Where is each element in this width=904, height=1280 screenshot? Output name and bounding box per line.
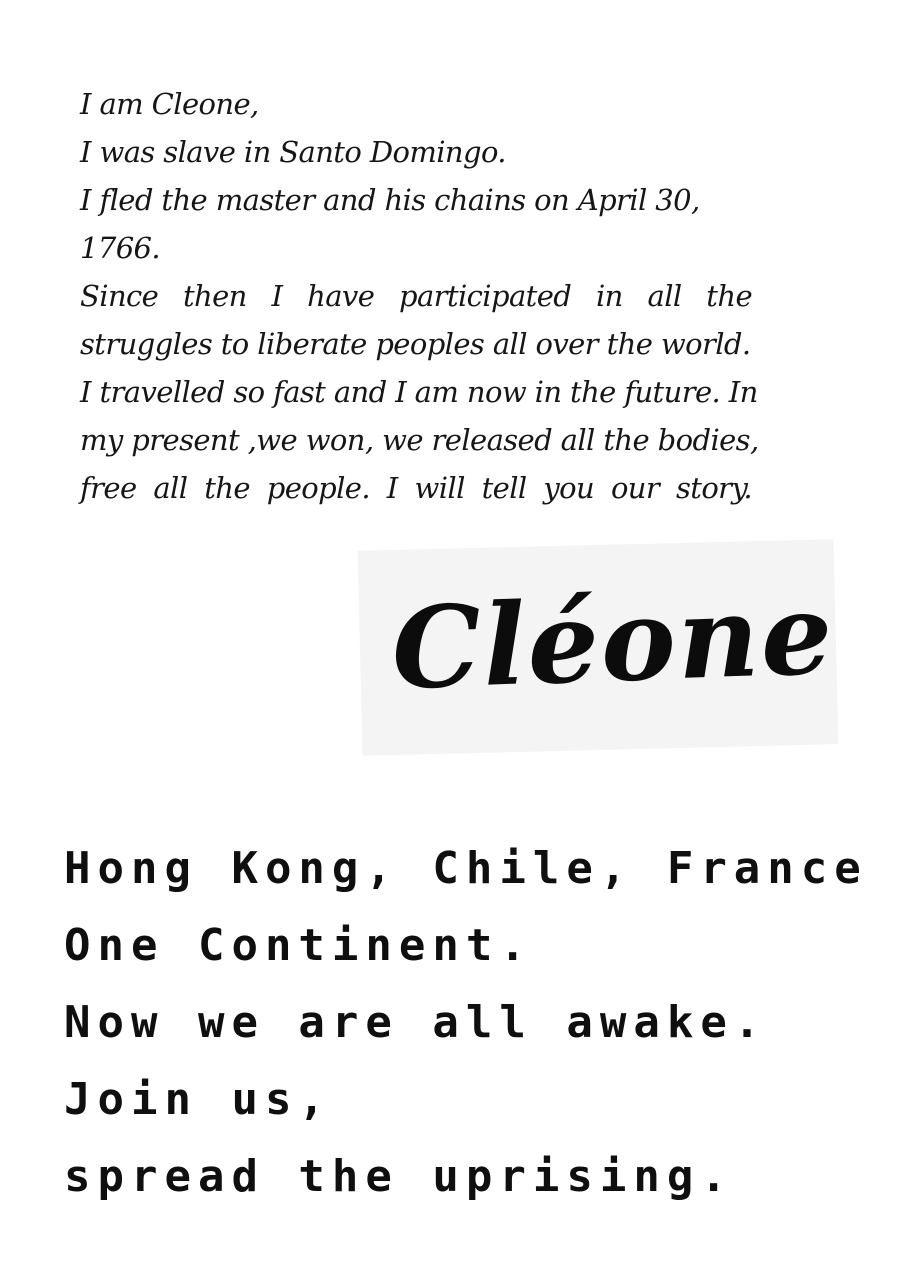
story-line: Since then I have participated in all the: [80, 279, 752, 313]
slogan-line: Now we are all awake.: [64, 997, 768, 1048]
story-line: struggles to liberate peoples all over the world.: [80, 327, 751, 361]
slogan-line: Join us,: [64, 1074, 332, 1125]
story-text-block: [80, 80, 759, 512]
story-line: I am Cleone,: [80, 87, 259, 121]
page-title: Cléone: [389, 568, 837, 715]
story-line: 1766.: [80, 231, 161, 265]
story-line: I was slave in Santo Domingo.: [80, 135, 506, 169]
story-line: free all the people. I will tell you our story.: [80, 471, 752, 505]
story-line: I travelled so fast and I am now in the future. In: [80, 375, 758, 409]
slogan-line: Hong Kong, Chile, France: [64, 843, 868, 894]
story-line: my present ,we won, we released all the bodies,: [80, 423, 759, 457]
slogan-block: [64, 830, 884, 1215]
slogan-line: One Continent.: [64, 920, 533, 971]
slogan-line: spread the uprising.: [64, 1151, 734, 1202]
story-line: I fled the master and his chains on April 30,: [80, 183, 700, 217]
